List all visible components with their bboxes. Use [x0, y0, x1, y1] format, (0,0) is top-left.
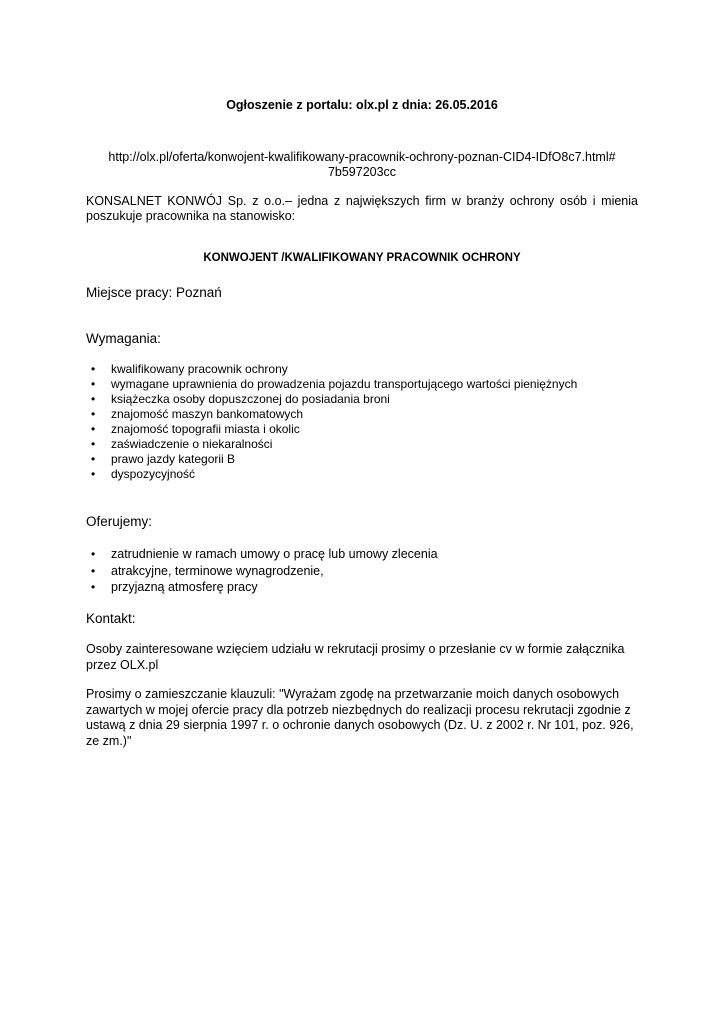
bullet-icon: • — [91, 437, 96, 451]
bullet-icon: • — [91, 392, 96, 406]
offer-list — [86, 546, 638, 596]
document-title: Ogłoszenie z portalu: olx.pl z dnia: 26.05.2016 — [226, 98, 498, 112]
document-page — [86, 0, 638, 1024]
list-item: • prawo jazdy kategorii B — [91, 452, 236, 466]
bullet-icon: • — [91, 467, 96, 481]
list-item: • zatrudnienie w ramach umowy o pracę lub umowy zlecenia — [91, 547, 438, 561]
bullet-icon: • — [91, 580, 96, 594]
list-item: • atrakcyjne, terminowe wynagrodzenie, — [91, 563, 324, 578]
list-item: • dyspozycyjność — [91, 467, 196, 481]
offer-url: http://olx.pl/oferta/konwojent-kwalifikowany-pracownik-ochrony-poznan-CID4-IDfO8c7.html#7b597203cc — [108, 150, 616, 179]
list-item: • wymagane uprawnienia do prowadzenia pojazdu transportującego wartości pieniężnych — [91, 377, 578, 391]
job-title: KONWOJENT /KWALIFIKOWANY PRACOWNIK OCHRONY — [203, 252, 521, 264]
bullet-icon: • — [91, 407, 96, 421]
work-location: Miejsce pracy: Poznań — [86, 285, 222, 300]
bullet-icon: • — [91, 452, 96, 466]
list-item: • książeczka osoby dopuszczonej do posiadania broni — [91, 392, 390, 406]
list-item: • zaświadczenie o niekaralności — [91, 437, 273, 451]
contact-heading: Kontakt: — [86, 611, 136, 626]
list-item: • znajomość maszyn bankomatowych — [91, 407, 304, 421]
contact-text: Osoby zainteresowane wzięciem udziału w rekrutacji prosimy o przesłanie cv w formie załącznika przez OLX.pl — [86, 642, 625, 672]
list-item: • kwalifikowany pracownik ochrony — [91, 362, 288, 376]
company-intro: KONSALNET KONWÓJ Sp. z o.o.– jedna z największych firm w branży ochrony osób i mienia poszukuje pracownika na stanowisko: — [86, 194, 638, 223]
offer-heading: Oferujemy: — [86, 514, 153, 529]
bullet-icon: • — [91, 563, 96, 578]
privacy-clause: Prosimy o zamieszczanie klauzuli: "Wyrażam zgodę na przetwarzanie moich danych osobowych zawartych w mojej ofercie pracy dla potrzeb niezbędnych do realizacji procesu rekrutacji zgodnie z ustawą z dnia 29 sierpnia 1997 r. o ochronie danych osobowych (Dz. U. z 2002 r. Nr 101, poz. 926, ze zm.)" — [86, 687, 634, 748]
bullet-icon: • — [91, 422, 96, 436]
requirements-list — [86, 362, 638, 482]
list-item: • znajomość topografii miasta i okolic — [91, 422, 300, 436]
requirements-heading: Wymagania: — [86, 331, 161, 346]
bullet-icon: • — [91, 547, 96, 561]
bullet-icon: • — [91, 377, 96, 391]
bullet-icon: • — [91, 362, 96, 376]
list-item: • przyjazną atmosferę pracy — [91, 580, 258, 594]
